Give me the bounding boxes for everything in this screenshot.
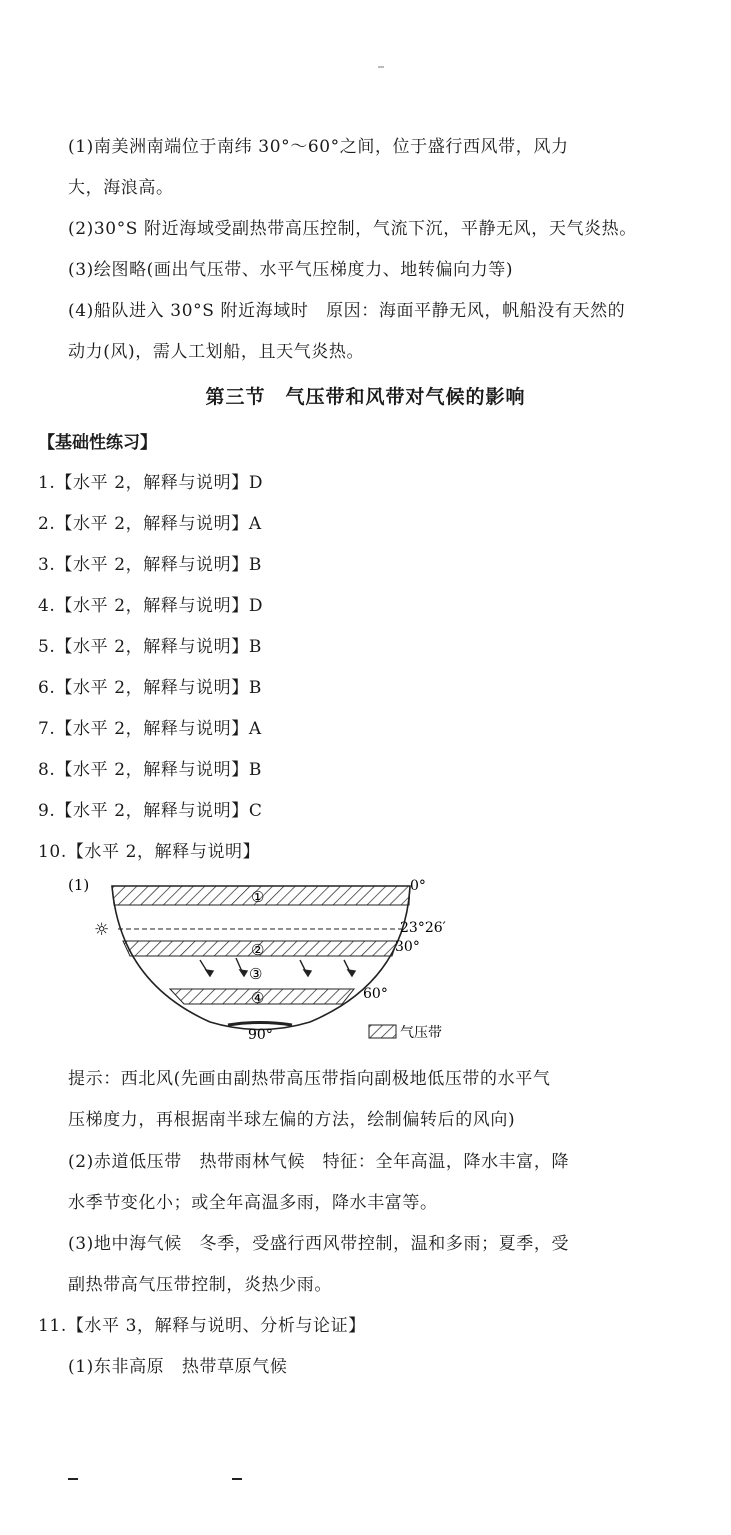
answer-line: (1)东非高原 热带草原气候 (68, 1357, 288, 1377)
hint-line: 压梯度力，再根据南半球左偏的方法，绘制偏转后的风向) (68, 1110, 516, 1130)
latitude-label: 0° (410, 878, 426, 894)
answer-item: 7.【水平 2，解释与说明】A (38, 719, 262, 739)
answer-line: 水季节变化小；或全年高温多雨，降水丰富等。 (68, 1193, 438, 1213)
zone-label-3: ③ (249, 965, 263, 983)
latitude-label: 90° (248, 1027, 273, 1042)
answer-line: (3)地中海气候 冬季，受盛行西风带控制，温和多雨；夏季，受 (68, 1234, 570, 1254)
zone-label-1: ① (251, 888, 265, 906)
answer-line: (4)船队进入 30°S 附近海域时 原因：海面平静无风，帆船没有天然的 (68, 301, 626, 321)
legend-swatch (369, 1025, 396, 1038)
answer-item: 11.【水平 3，解释与说明、分析与论证】 (38, 1316, 366, 1336)
answer-item: 8.【水平 2，解释与说明】B (38, 760, 262, 780)
answer-line: (1)南美洲南端位于南纬 30°～60°之间，位于盛行西风带，风力 (68, 137, 569, 157)
wind-arrows (200, 958, 355, 976)
answer-item: 5.【水平 2，解释与说明】B (38, 637, 262, 657)
latitude-label: 30° (395, 939, 420, 955)
answer-line: (2)赤道低压带 热带雨林气候 特征：全年高温，降水丰富，降 (68, 1152, 570, 1172)
pressure-belt-diagram (60, 872, 480, 1042)
diagram-part-label: (1) (68, 876, 90, 894)
latitude-label: 23°26′ (400, 920, 446, 936)
zone-label-4: ④ (251, 989, 265, 1007)
answer-item: 9.【水平 2，解释与说明】C (38, 801, 263, 821)
section-title: 第三节 气压带和风带对气候的影响 (205, 386, 526, 408)
answer-line: (3)绘图略(画出气压带、水平气压梯度力、地转偏向力等) (68, 260, 514, 280)
answer-item: 3.【水平 2，解释与说明】B (38, 555, 262, 575)
answer-line: 动力(风)，需人工划船，且天气炎热。 (68, 342, 365, 362)
answer-line: (2)30°S 附近海域受副热带高压控制，气流下沉，平静无风，天气炎热。 (68, 219, 637, 239)
latitude-label: 60° (363, 986, 388, 1002)
answer-item: 1.【水平 2，解释与说明】D (38, 473, 264, 493)
answer-item: 2.【水平 2，解释与说明】A (38, 514, 262, 534)
legend-label: 气压带 (400, 1025, 442, 1041)
answer-item: 4.【水平 2，解释与说明】D (38, 596, 264, 616)
exercise-heading: 【基础性练习】 (38, 433, 157, 453)
scan-mark (232, 1478, 242, 1480)
polar-mark (228, 1023, 292, 1026)
answer-item: 10.【水平 2，解释与说明】 (38, 842, 261, 862)
sun-icon: ☼ (94, 920, 110, 940)
scan-mark (68, 1478, 78, 1480)
zone-label-2: ② (251, 941, 265, 959)
hint-line: 提示：西北风(先画由副热带高压带指向副极地低压带的水平气 (68, 1069, 551, 1089)
answer-line: 副热带高气压带控制，炎热少雨。 (68, 1275, 332, 1295)
answer-item: 6.【水平 2，解释与说明】B (38, 678, 262, 698)
answer-line: 大，海浪高。 (68, 178, 174, 198)
scan-mark (378, 66, 384, 68)
